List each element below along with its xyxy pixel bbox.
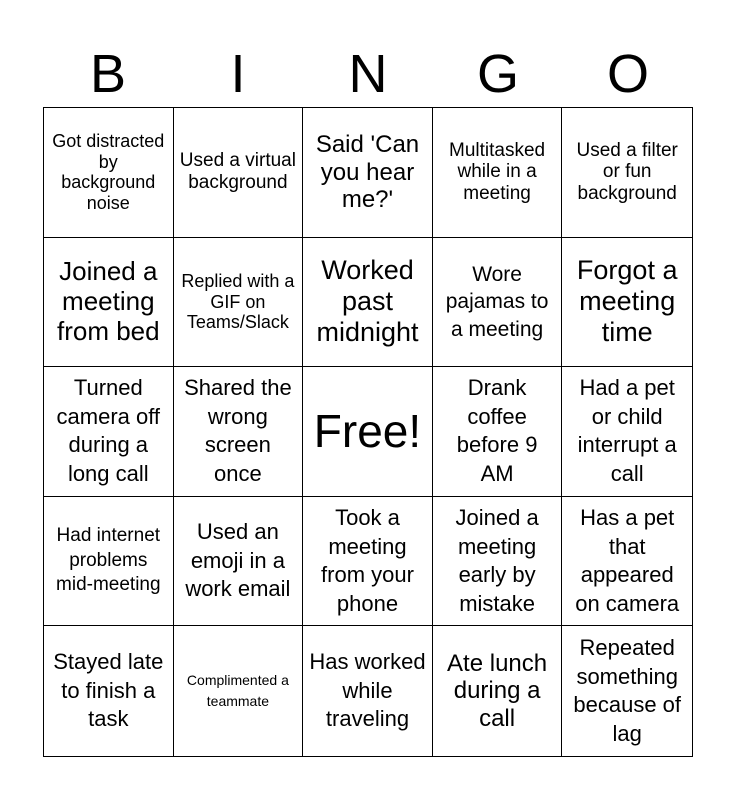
bingo-cell-r4c3: Took a meeting from your phone: [303, 497, 433, 627]
bingo-cell-r3c4: Drank coffee before 9 AM: [433, 367, 563, 497]
bingo-cell-r2c2: Replied with a GIF on Teams/Slack: [174, 238, 304, 368]
header-letter-b: B: [89, 44, 127, 104]
bingo-cell-r2c3: Worked past midnight: [303, 238, 433, 368]
bingo-header: [43, 40, 693, 108]
bingo-cell-r4c5: Has a pet that appeared on camera: [562, 497, 692, 627]
bingo-cell-r5c5: Repeated something because of lag: [573, 635, 682, 746]
bingo-cell-r5c1: Stayed late to finish a task: [44, 626, 174, 756]
bingo-cell-r4c4: Joined a meeting early by mistake: [433, 497, 563, 627]
bingo-cell-r3c5: Had a pet or child interrupt a call: [562, 367, 692, 497]
bingo-cell-r5c3: Has worked while traveling: [303, 626, 433, 756]
bingo-cell-r1c3: Said 'Can you hear me?': [303, 108, 433, 238]
bingo-cell-r5c2: Complimented a teammate: [174, 626, 304, 756]
bingo-cell-r5c4: Ate lunch during a call: [433, 626, 563, 756]
bingo-cell-r2c4: Wore pajamas to a meeting: [433, 238, 563, 368]
header-letter-o: O: [606, 44, 649, 104]
bingo-cell-r3c1: Turned camera off during a long call: [44, 367, 174, 497]
bingo-cell-r1c2: Used a virtual background: [174, 108, 304, 238]
bingo-board: [43, 107, 693, 757]
bingo-cell-r2c1: Joined a meeting from bed: [44, 238, 174, 368]
bingo-cell-r4c2: Used an emoji in a work email: [174, 497, 304, 627]
bingo-cell-r2c5: Forgot a meeting time: [562, 238, 692, 368]
bingo-cell-r1c4: Multitasked while in a meeting: [433, 108, 563, 238]
bingo-cell-r1c5: Used a filter or fun background: [562, 108, 692, 238]
bingo-cell-r1c1: Got distracted by background noise: [44, 108, 174, 238]
bingo-cell-r3c2: Shared the wrong screen once: [174, 367, 304, 497]
header-letter-i: I: [230, 44, 246, 104]
header-letter-n: N: [348, 44, 388, 104]
bingo-cell-free: Free!: [303, 367, 433, 497]
header-letter-g: G: [476, 44, 519, 104]
bingo-cell-r4c1: Had internet problems mid-meeting: [44, 497, 174, 627]
